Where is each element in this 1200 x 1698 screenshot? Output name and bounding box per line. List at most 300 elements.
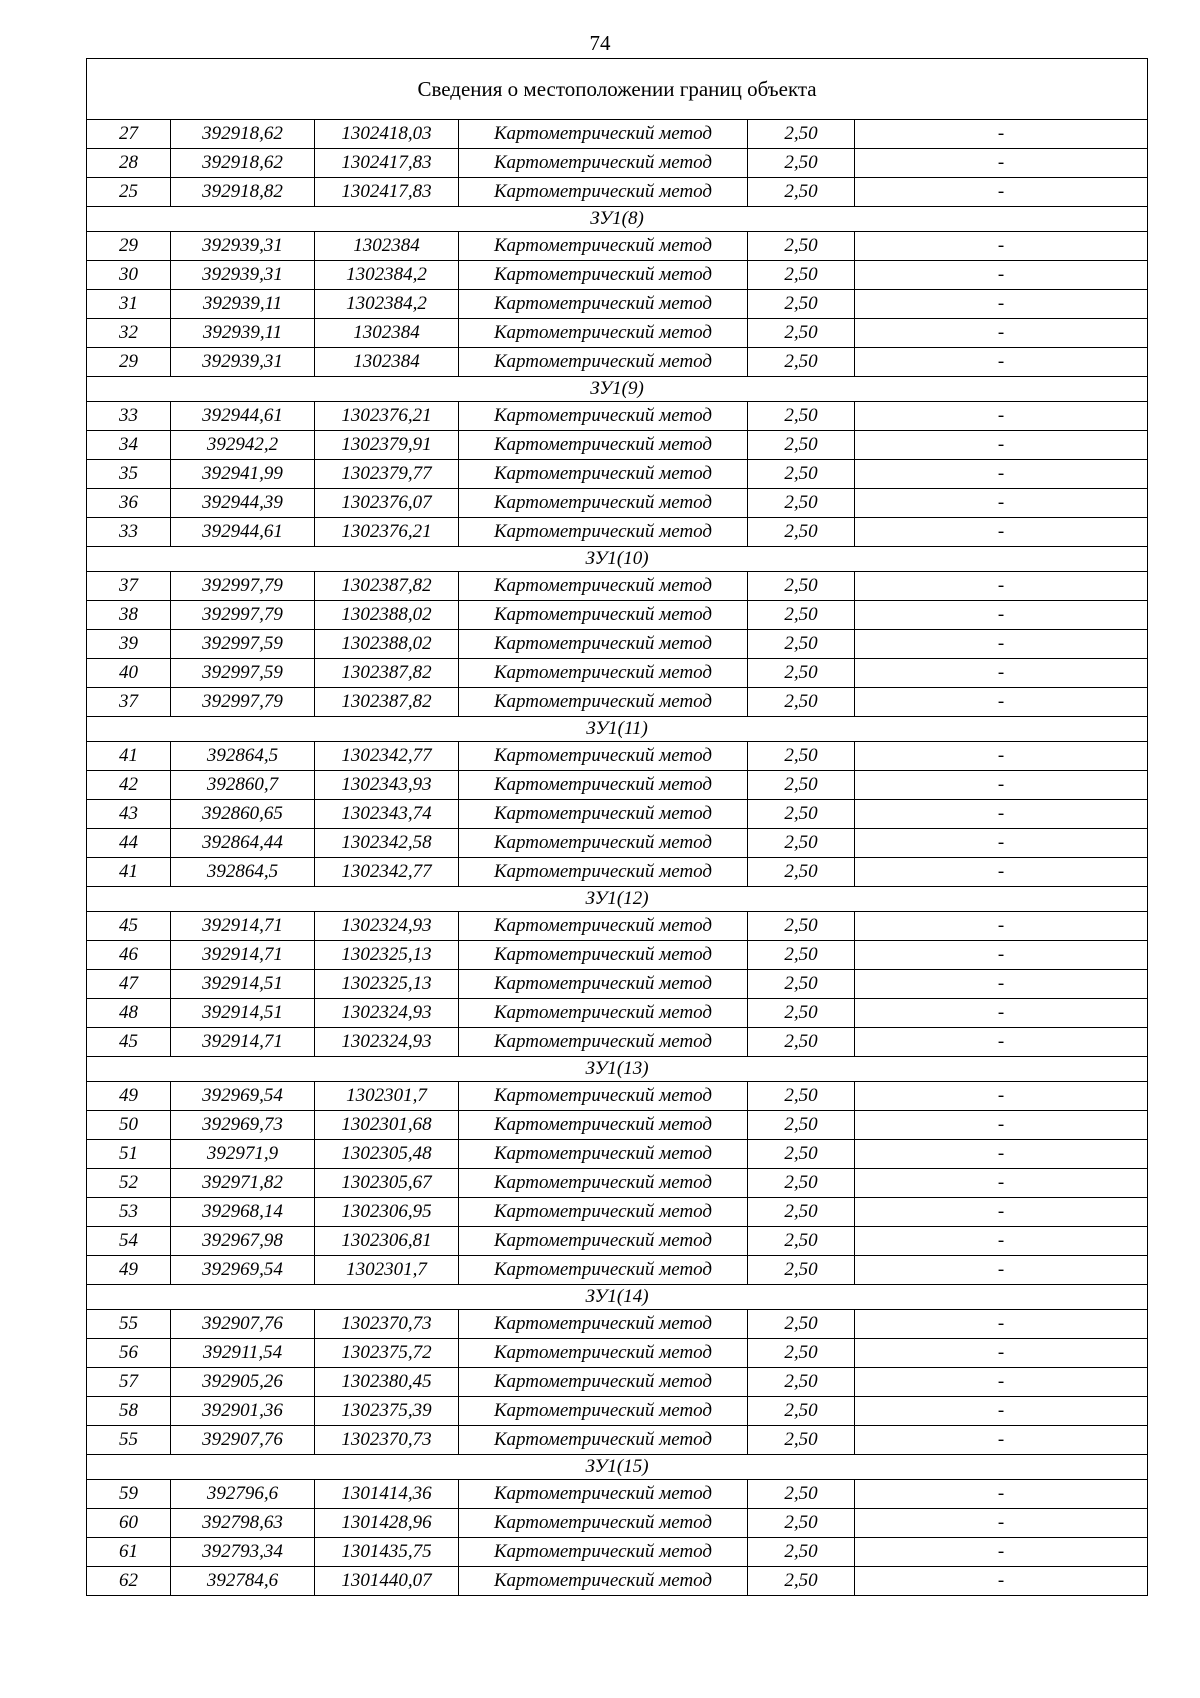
method-cell: Картометрический метод bbox=[459, 1368, 748, 1397]
accuracy-cell: 2,50 bbox=[748, 1310, 855, 1339]
y-coordinate-cell: 1301440,07 bbox=[315, 1567, 459, 1596]
point-number-cell: 28 bbox=[87, 149, 171, 178]
point-number-cell: 49 bbox=[87, 1082, 171, 1111]
page-number: 74 bbox=[589, 31, 611, 55]
accuracy-cell: 2,50 bbox=[748, 1538, 855, 1567]
x-coordinate-cell: 392944,61 bbox=[171, 402, 315, 431]
note-cell: - bbox=[855, 912, 1148, 941]
note-cell: - bbox=[855, 431, 1148, 460]
note-cell: - bbox=[855, 1397, 1148, 1426]
table-row bbox=[87, 348, 1148, 377]
table-body bbox=[87, 59, 1148, 1596]
section-label: ЗУ1(15) bbox=[87, 1455, 1148, 1480]
note-cell: - bbox=[855, 1509, 1148, 1538]
y-coordinate-cell: 1302342,77 bbox=[315, 742, 459, 771]
y-coordinate-cell: 1302324,93 bbox=[315, 912, 459, 941]
section-label: ЗУ1(12) bbox=[87, 887, 1148, 912]
accuracy-cell: 2,50 bbox=[748, 1368, 855, 1397]
point-number-cell: 54 bbox=[87, 1227, 171, 1256]
method-cell: Картометрический метод bbox=[459, 1227, 748, 1256]
table-row bbox=[87, 1140, 1148, 1169]
x-coordinate-cell: 392971,9 bbox=[171, 1140, 315, 1169]
method-cell: Картометрический метод bbox=[459, 402, 748, 431]
table-row bbox=[87, 261, 1148, 290]
note-cell: - bbox=[855, 572, 1148, 601]
table-row bbox=[87, 178, 1148, 207]
table-row bbox=[87, 431, 1148, 460]
table-row bbox=[87, 1111, 1148, 1140]
y-coordinate-cell: 1302324,93 bbox=[315, 999, 459, 1028]
x-coordinate-cell: 392918,62 bbox=[171, 149, 315, 178]
table-row bbox=[87, 460, 1148, 489]
x-coordinate-cell: 392784,6 bbox=[171, 1567, 315, 1596]
y-coordinate-cell: 1302343,93 bbox=[315, 771, 459, 800]
table-row bbox=[87, 489, 1148, 518]
accuracy-cell: 2,50 bbox=[748, 178, 855, 207]
method-cell: Картометрический метод bbox=[459, 1538, 748, 1567]
accuracy-cell: 2,50 bbox=[748, 970, 855, 999]
method-cell: Картометрический метод bbox=[459, 630, 748, 659]
method-cell: Картометрический метод bbox=[459, 232, 748, 261]
y-coordinate-cell: 1302342,77 bbox=[315, 858, 459, 887]
method-cell: Картометрический метод bbox=[459, 1567, 748, 1596]
method-cell: Картометрический метод bbox=[459, 601, 748, 630]
table-row bbox=[87, 1227, 1148, 1256]
method-cell: Картометрический метод bbox=[459, 1509, 748, 1538]
y-coordinate-cell: 1302380,45 bbox=[315, 1368, 459, 1397]
x-coordinate-cell: 392918,62 bbox=[171, 120, 315, 149]
method-cell: Картометрический метод bbox=[459, 829, 748, 858]
x-coordinate-cell: 392864,44 bbox=[171, 829, 315, 858]
y-coordinate-cell: 1302388,02 bbox=[315, 601, 459, 630]
x-coordinate-cell: 392864,5 bbox=[171, 858, 315, 887]
note-cell: - bbox=[855, 659, 1148, 688]
section-row bbox=[87, 717, 1148, 742]
y-coordinate-cell: 1302325,13 bbox=[315, 970, 459, 999]
note-cell: - bbox=[855, 1256, 1148, 1285]
method-cell: Картометрический метод bbox=[459, 120, 748, 149]
table-row bbox=[87, 999, 1148, 1028]
x-coordinate-cell: 392942,2 bbox=[171, 431, 315, 460]
method-cell: Картометрический метод bbox=[459, 1028, 748, 1057]
accuracy-cell: 2,50 bbox=[748, 829, 855, 858]
x-coordinate-cell: 392969,54 bbox=[171, 1082, 315, 1111]
note-cell: - bbox=[855, 319, 1148, 348]
point-number-cell: 30 bbox=[87, 261, 171, 290]
accuracy-cell: 2,50 bbox=[748, 1198, 855, 1227]
accuracy-cell: 2,50 bbox=[748, 1028, 855, 1057]
table-header-row bbox=[87, 59, 1148, 120]
accuracy-cell: 2,50 bbox=[748, 1111, 855, 1140]
x-coordinate-cell: 392798,63 bbox=[171, 1509, 315, 1538]
point-number-cell: 33 bbox=[87, 518, 171, 547]
method-cell: Картометрический метод bbox=[459, 941, 748, 970]
method-cell: Картометрический метод bbox=[459, 518, 748, 547]
point-number-cell: 40 bbox=[87, 659, 171, 688]
point-number-cell: 35 bbox=[87, 460, 171, 489]
y-coordinate-cell: 1302417,83 bbox=[315, 149, 459, 178]
note-cell: - bbox=[855, 800, 1148, 829]
point-number-cell: 60 bbox=[87, 1509, 171, 1538]
y-coordinate-cell: 1302384,2 bbox=[315, 290, 459, 319]
accuracy-cell: 2,50 bbox=[748, 460, 855, 489]
x-coordinate-cell: 392918,82 bbox=[171, 178, 315, 207]
note-cell: - bbox=[855, 771, 1148, 800]
note-cell: - bbox=[855, 1227, 1148, 1256]
y-coordinate-cell: 1302387,82 bbox=[315, 659, 459, 688]
table-title: Сведения о местоположении границ объекта bbox=[87, 59, 1148, 120]
point-number-cell: 59 bbox=[87, 1480, 171, 1509]
accuracy-cell: 2,50 bbox=[748, 800, 855, 829]
method-cell: Картометрический метод bbox=[459, 178, 748, 207]
accuracy-cell: 2,50 bbox=[748, 1339, 855, 1368]
point-number-cell: 49 bbox=[87, 1256, 171, 1285]
y-coordinate-cell: 1302325,13 bbox=[315, 941, 459, 970]
method-cell: Картометрический метод bbox=[459, 1397, 748, 1426]
method-cell: Картометрический метод bbox=[459, 1310, 748, 1339]
point-number-cell: 37 bbox=[87, 572, 171, 601]
x-coordinate-cell: 392860,7 bbox=[171, 771, 315, 800]
table-row bbox=[87, 120, 1148, 149]
table-row bbox=[87, 630, 1148, 659]
accuracy-cell: 2,50 bbox=[748, 858, 855, 887]
y-coordinate-cell: 1302376,07 bbox=[315, 489, 459, 518]
x-coordinate-cell: 392968,14 bbox=[171, 1198, 315, 1227]
table-row bbox=[87, 290, 1148, 319]
method-cell: Картометрический метод bbox=[459, 1140, 748, 1169]
section-label: ЗУ1(13) bbox=[87, 1057, 1148, 1082]
method-cell: Картометрический метод bbox=[459, 1169, 748, 1198]
y-coordinate-cell: 1302384 bbox=[315, 232, 459, 261]
point-number-cell: 55 bbox=[87, 1310, 171, 1339]
point-number-cell: 42 bbox=[87, 771, 171, 800]
y-coordinate-cell: 1302342,58 bbox=[315, 829, 459, 858]
note-cell: - bbox=[855, 232, 1148, 261]
point-number-cell: 43 bbox=[87, 800, 171, 829]
x-coordinate-cell: 392914,51 bbox=[171, 970, 315, 999]
table-row bbox=[87, 912, 1148, 941]
note-cell: - bbox=[855, 1567, 1148, 1596]
note-cell: - bbox=[855, 518, 1148, 547]
x-coordinate-cell: 392939,31 bbox=[171, 348, 315, 377]
y-coordinate-cell: 1302370,73 bbox=[315, 1310, 459, 1339]
accuracy-cell: 2,50 bbox=[748, 999, 855, 1028]
accuracy-cell: 2,50 bbox=[748, 742, 855, 771]
x-coordinate-cell: 392901,36 bbox=[171, 1397, 315, 1426]
note-cell: - bbox=[855, 290, 1148, 319]
x-coordinate-cell: 392944,39 bbox=[171, 489, 315, 518]
note-cell: - bbox=[855, 970, 1148, 999]
y-coordinate-cell: 1302305,48 bbox=[315, 1140, 459, 1169]
section-label: ЗУ1(14) bbox=[87, 1285, 1148, 1310]
point-number-cell: 38 bbox=[87, 601, 171, 630]
table-row bbox=[87, 1256, 1148, 1285]
method-cell: Картометрический метод bbox=[459, 1480, 748, 1509]
note-cell: - bbox=[855, 1480, 1148, 1509]
accuracy-cell: 2,50 bbox=[748, 149, 855, 178]
accuracy-cell: 2,50 bbox=[748, 1426, 855, 1455]
note-cell: - bbox=[855, 1538, 1148, 1567]
y-coordinate-cell: 1302418,03 bbox=[315, 120, 459, 149]
method-cell: Картометрический метод bbox=[459, 261, 748, 290]
note-cell: - bbox=[855, 1082, 1148, 1111]
point-number-cell: 47 bbox=[87, 970, 171, 999]
boundary-coordinates-table bbox=[86, 58, 1148, 1596]
table-row bbox=[87, 1368, 1148, 1397]
accuracy-cell: 2,50 bbox=[748, 630, 855, 659]
y-coordinate-cell: 1301428,96 bbox=[315, 1509, 459, 1538]
point-number-cell: 25 bbox=[87, 178, 171, 207]
table-row bbox=[87, 1567, 1148, 1596]
note-cell: - bbox=[855, 460, 1148, 489]
y-coordinate-cell: 1302305,67 bbox=[315, 1169, 459, 1198]
method-cell: Картометрический метод bbox=[459, 970, 748, 999]
method-cell: Картометрический метод bbox=[459, 572, 748, 601]
note-cell: - bbox=[855, 1169, 1148, 1198]
point-number-cell: 45 bbox=[87, 912, 171, 941]
y-coordinate-cell: 1302301,68 bbox=[315, 1111, 459, 1140]
accuracy-cell: 2,50 bbox=[748, 232, 855, 261]
note-cell: - bbox=[855, 999, 1148, 1028]
x-coordinate-cell: 392939,11 bbox=[171, 290, 315, 319]
section-row bbox=[87, 1057, 1148, 1082]
point-number-cell: 32 bbox=[87, 319, 171, 348]
method-cell: Картометрический метод bbox=[459, 1111, 748, 1140]
section-row bbox=[87, 1455, 1148, 1480]
y-coordinate-cell: 1302379,91 bbox=[315, 431, 459, 460]
table-row bbox=[87, 771, 1148, 800]
x-coordinate-cell: 392944,61 bbox=[171, 518, 315, 547]
point-number-cell: 50 bbox=[87, 1111, 171, 1140]
method-cell: Картометрический метод bbox=[459, 348, 748, 377]
y-coordinate-cell: 1302379,77 bbox=[315, 460, 459, 489]
table-row bbox=[87, 1426, 1148, 1455]
x-coordinate-cell: 392793,34 bbox=[171, 1538, 315, 1567]
table-row bbox=[87, 941, 1148, 970]
table-row bbox=[87, 688, 1148, 717]
x-coordinate-cell: 392914,71 bbox=[171, 1028, 315, 1057]
y-coordinate-cell: 1302306,95 bbox=[315, 1198, 459, 1227]
accuracy-cell: 2,50 bbox=[748, 348, 855, 377]
method-cell: Картометрический метод bbox=[459, 149, 748, 178]
accuracy-cell: 2,50 bbox=[748, 688, 855, 717]
accuracy-cell: 2,50 bbox=[748, 402, 855, 431]
x-coordinate-cell: 392860,65 bbox=[171, 800, 315, 829]
table-row bbox=[87, 601, 1148, 630]
accuracy-cell: 2,50 bbox=[748, 1480, 855, 1509]
y-coordinate-cell: 1302375,72 bbox=[315, 1339, 459, 1368]
table-row bbox=[87, 829, 1148, 858]
accuracy-cell: 2,50 bbox=[748, 771, 855, 800]
y-coordinate-cell: 1302387,82 bbox=[315, 572, 459, 601]
table-row bbox=[87, 1198, 1148, 1227]
table-row bbox=[87, 319, 1148, 348]
table-row bbox=[87, 1028, 1148, 1057]
accuracy-cell: 2,50 bbox=[748, 1256, 855, 1285]
point-number-cell: 36 bbox=[87, 489, 171, 518]
section-row bbox=[87, 377, 1148, 402]
x-coordinate-cell: 392971,82 bbox=[171, 1169, 315, 1198]
point-number-cell: 29 bbox=[87, 348, 171, 377]
point-number-cell: 51 bbox=[87, 1140, 171, 1169]
note-cell: - bbox=[855, 1310, 1148, 1339]
y-coordinate-cell: 1302384 bbox=[315, 348, 459, 377]
table-row bbox=[87, 518, 1148, 547]
note-cell: - bbox=[855, 489, 1148, 518]
point-number-cell: 37 bbox=[87, 688, 171, 717]
section-row bbox=[87, 547, 1148, 572]
note-cell: - bbox=[855, 601, 1148, 630]
method-cell: Картометрический метод bbox=[459, 319, 748, 348]
y-coordinate-cell: 1302343,74 bbox=[315, 800, 459, 829]
y-coordinate-cell: 1301414,36 bbox=[315, 1480, 459, 1509]
point-number-cell: 41 bbox=[87, 858, 171, 887]
method-cell: Картометрический метод bbox=[459, 1256, 748, 1285]
method-cell: Картометрический метод bbox=[459, 771, 748, 800]
section-label: ЗУ1(8) bbox=[87, 207, 1148, 232]
accuracy-cell: 2,50 bbox=[748, 659, 855, 688]
y-coordinate-cell: 1302375,39 bbox=[315, 1397, 459, 1426]
accuracy-cell: 2,50 bbox=[748, 1169, 855, 1198]
table-row bbox=[87, 149, 1148, 178]
table-row bbox=[87, 858, 1148, 887]
section-label: ЗУ1(9) bbox=[87, 377, 1148, 402]
x-coordinate-cell: 392997,59 bbox=[171, 659, 315, 688]
accuracy-cell: 2,50 bbox=[748, 518, 855, 547]
note-cell: - bbox=[855, 1028, 1148, 1057]
accuracy-cell: 2,50 bbox=[748, 1397, 855, 1426]
accuracy-cell: 2,50 bbox=[748, 912, 855, 941]
table-row bbox=[87, 1339, 1148, 1368]
y-coordinate-cell: 1302387,82 bbox=[315, 688, 459, 717]
point-number-cell: 45 bbox=[87, 1028, 171, 1057]
x-coordinate-cell: 392997,59 bbox=[171, 630, 315, 659]
y-coordinate-cell: 1302388,02 bbox=[315, 630, 459, 659]
point-number-cell: 55 bbox=[87, 1426, 171, 1455]
x-coordinate-cell: 392997,79 bbox=[171, 601, 315, 630]
point-number-cell: 62 bbox=[87, 1567, 171, 1596]
point-number-cell: 53 bbox=[87, 1198, 171, 1227]
point-number-cell: 34 bbox=[87, 431, 171, 460]
accuracy-cell: 2,50 bbox=[748, 1082, 855, 1111]
note-cell: - bbox=[855, 688, 1148, 717]
table-row bbox=[87, 1310, 1148, 1339]
method-cell: Картометрический метод bbox=[459, 431, 748, 460]
section-row bbox=[87, 1285, 1148, 1310]
accuracy-cell: 2,50 bbox=[748, 489, 855, 518]
table-row bbox=[87, 800, 1148, 829]
y-coordinate-cell: 1302301,7 bbox=[315, 1256, 459, 1285]
x-coordinate-cell: 392997,79 bbox=[171, 688, 315, 717]
x-coordinate-cell: 392939,31 bbox=[171, 232, 315, 261]
y-coordinate-cell: 1302376,21 bbox=[315, 518, 459, 547]
method-cell: Картометрический метод bbox=[459, 1198, 748, 1227]
x-coordinate-cell: 392914,71 bbox=[171, 941, 315, 970]
y-coordinate-cell: 1302376,21 bbox=[315, 402, 459, 431]
point-number-cell: 58 bbox=[87, 1397, 171, 1426]
method-cell: Картометрический метод bbox=[459, 1339, 748, 1368]
table-row bbox=[87, 742, 1148, 771]
point-number-cell: 44 bbox=[87, 829, 171, 858]
table-row bbox=[87, 232, 1148, 261]
method-cell: Картометрический метод bbox=[459, 290, 748, 319]
method-cell: Картометрический метод bbox=[459, 800, 748, 829]
method-cell: Картометрический метод bbox=[459, 1426, 748, 1455]
note-cell: - bbox=[855, 120, 1148, 149]
y-coordinate-cell: 1302384,2 bbox=[315, 261, 459, 290]
note-cell: - bbox=[855, 402, 1148, 431]
note-cell: - bbox=[855, 1140, 1148, 1169]
table-row bbox=[87, 1169, 1148, 1198]
method-cell: Картометрический метод bbox=[459, 489, 748, 518]
note-cell: - bbox=[855, 1426, 1148, 1455]
x-coordinate-cell: 392969,73 bbox=[171, 1111, 315, 1140]
x-coordinate-cell: 392907,76 bbox=[171, 1426, 315, 1455]
x-coordinate-cell: 392905,26 bbox=[171, 1368, 315, 1397]
note-cell: - bbox=[855, 348, 1148, 377]
table-row bbox=[87, 1538, 1148, 1567]
table-row bbox=[87, 1082, 1148, 1111]
method-cell: Картометрический метод bbox=[459, 858, 748, 887]
x-coordinate-cell: 392939,11 bbox=[171, 319, 315, 348]
point-number-cell: 41 bbox=[87, 742, 171, 771]
table-row bbox=[87, 659, 1148, 688]
point-number-cell: 46 bbox=[87, 941, 171, 970]
x-coordinate-cell: 392997,79 bbox=[171, 572, 315, 601]
accuracy-cell: 2,50 bbox=[748, 1227, 855, 1256]
accuracy-cell: 2,50 bbox=[748, 1567, 855, 1596]
point-number-cell: 48 bbox=[87, 999, 171, 1028]
note-cell: - bbox=[855, 178, 1148, 207]
accuracy-cell: 2,50 bbox=[748, 120, 855, 149]
y-coordinate-cell: 1302301,7 bbox=[315, 1082, 459, 1111]
table-row bbox=[87, 1509, 1148, 1538]
point-number-cell: 31 bbox=[87, 290, 171, 319]
section-row bbox=[87, 207, 1148, 232]
note-cell: - bbox=[855, 261, 1148, 290]
note-cell: - bbox=[855, 630, 1148, 659]
note-cell: - bbox=[855, 1111, 1148, 1140]
point-number-cell: 61 bbox=[87, 1538, 171, 1567]
table-row bbox=[87, 1480, 1148, 1509]
x-coordinate-cell: 392796,6 bbox=[171, 1480, 315, 1509]
section-row bbox=[87, 887, 1148, 912]
section-label: ЗУ1(11) bbox=[87, 717, 1148, 742]
note-cell: - bbox=[855, 941, 1148, 970]
x-coordinate-cell: 392864,5 bbox=[171, 742, 315, 771]
y-coordinate-cell: 1302324,93 bbox=[315, 1028, 459, 1057]
table-row bbox=[87, 970, 1148, 999]
x-coordinate-cell: 392907,76 bbox=[171, 1310, 315, 1339]
accuracy-cell: 2,50 bbox=[748, 290, 855, 319]
y-coordinate-cell: 1301435,75 bbox=[315, 1538, 459, 1567]
note-cell: - bbox=[855, 149, 1148, 178]
y-coordinate-cell: 1302306,81 bbox=[315, 1227, 459, 1256]
method-cell: Картометрический метод bbox=[459, 912, 748, 941]
method-cell: Картометрический метод bbox=[459, 659, 748, 688]
x-coordinate-cell: 392969,54 bbox=[171, 1256, 315, 1285]
x-coordinate-cell: 392914,71 bbox=[171, 912, 315, 941]
method-cell: Картометрический метод bbox=[459, 460, 748, 489]
note-cell: - bbox=[855, 1198, 1148, 1227]
y-coordinate-cell: 1302384 bbox=[315, 319, 459, 348]
point-number-cell: 56 bbox=[87, 1339, 171, 1368]
accuracy-cell: 2,50 bbox=[748, 941, 855, 970]
y-coordinate-cell: 1302417,83 bbox=[315, 178, 459, 207]
point-number-cell: 52 bbox=[87, 1169, 171, 1198]
point-number-cell: 27 bbox=[87, 120, 171, 149]
table-row bbox=[87, 402, 1148, 431]
